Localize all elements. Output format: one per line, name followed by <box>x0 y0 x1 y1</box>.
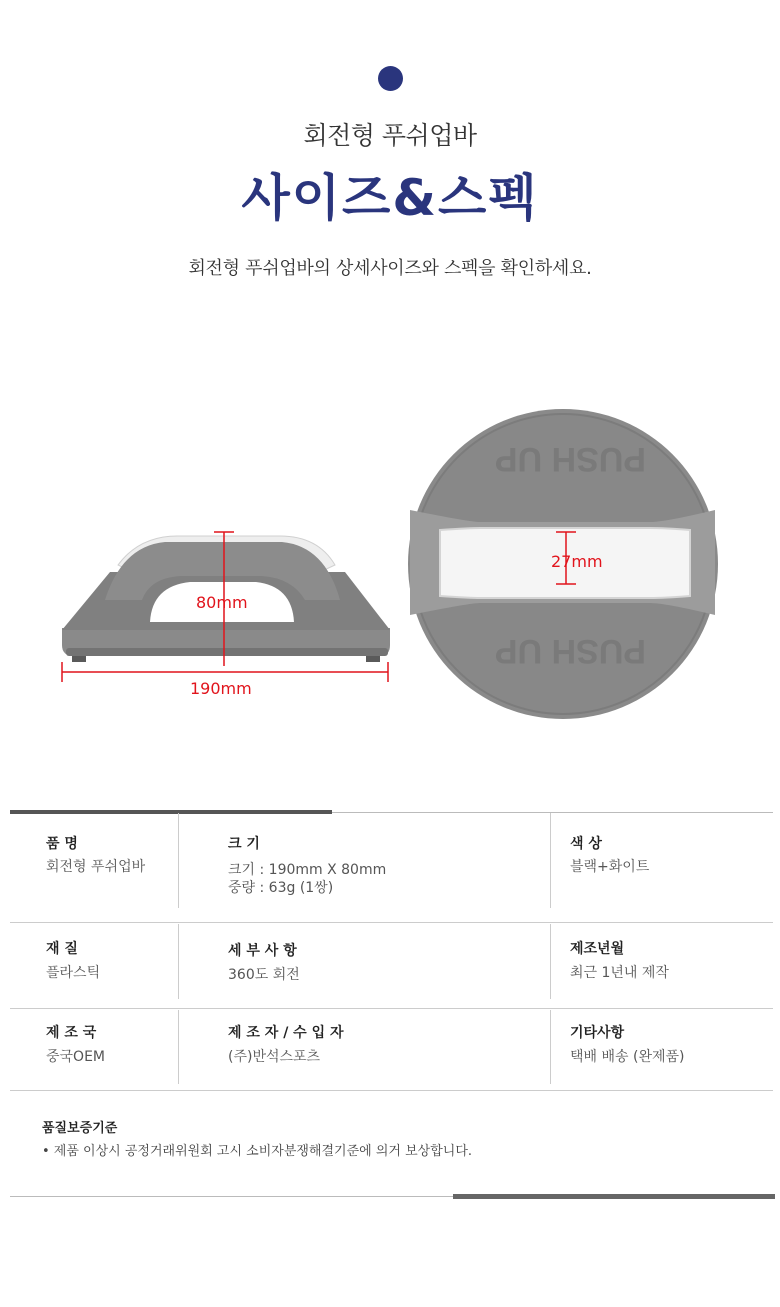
svg-text:PUSH UP: PUSH UP <box>494 440 646 478</box>
spec-value-other: 택배 배송 (완제품) <box>570 1049 685 1065</box>
spec-label-size: 크 기 <box>228 836 260 852</box>
spec-value-manufacturer: (주)반석스포츠 <box>228 1049 321 1065</box>
spec-label-other: 기타사항 <box>570 1025 625 1041</box>
column-divider <box>550 813 551 908</box>
spec-label-country: 제 조 국 <box>46 1025 97 1041</box>
spec-label-manufacture-date: 제조년월 <box>570 941 625 957</box>
product-subtitle: 회전형 푸쉬업바 <box>303 121 477 150</box>
column-divider <box>178 813 179 908</box>
page-title: 사이즈&스펙 <box>241 169 539 227</box>
spec-value-weight: 중량 : 63g (1쌍) <box>228 880 334 896</box>
bottom-accent <box>453 1194 775 1199</box>
decorative-dot <box>378 66 403 91</box>
spec-value-name: 회전형 푸쉬업바 <box>46 859 146 875</box>
grip-width-label: 27mm <box>551 552 603 571</box>
column-divider <box>178 1010 179 1084</box>
column-divider <box>178 924 179 999</box>
quality-text: • 제품 이상시 공정거래위원회 고시 소비자분쟁해결기준에 의거 보상합니다. <box>42 1144 473 1159</box>
spec-value-size: 크기 : 190mm X 80mm <box>228 862 387 878</box>
quality-title: 품질보증기준 <box>42 1121 118 1136</box>
height-label: 80mm <box>196 593 248 612</box>
row-divider <box>10 922 773 923</box>
spec-label-manufacturer: 제 조 자 / 수 입 자 <box>228 1025 344 1041</box>
column-divider <box>550 1010 551 1084</box>
width-label: 190mm <box>190 679 252 698</box>
spec-label-color: 색 상 <box>570 836 602 852</box>
product-dimension-figure <box>0 360 780 740</box>
column-divider <box>550 924 551 999</box>
spec-value-country: 중국OEM <box>46 1049 105 1065</box>
spec-value-manufacture-date: 최근 1년내 제작 <box>570 965 669 981</box>
spec-value-color: 블랙+화이트 <box>570 859 650 875</box>
spec-label-material: 재 질 <box>46 941 78 957</box>
svg-text:PUSH UP: PUSH UP <box>494 632 646 670</box>
spec-label-details: 세 부 사 항 <box>228 943 297 959</box>
table-top-accent <box>10 810 332 814</box>
row-divider <box>10 1008 773 1009</box>
page-description: 회전형 푸쉬업바의 상세사이즈와 스펙을 확인하세요. <box>188 258 592 279</box>
row-divider <box>10 1090 773 1091</box>
spec-value-details: 360도 회전 <box>228 967 300 983</box>
spec-label-name: 품 명 <box>46 836 78 852</box>
spec-value-material: 플라스틱 <box>46 965 101 981</box>
